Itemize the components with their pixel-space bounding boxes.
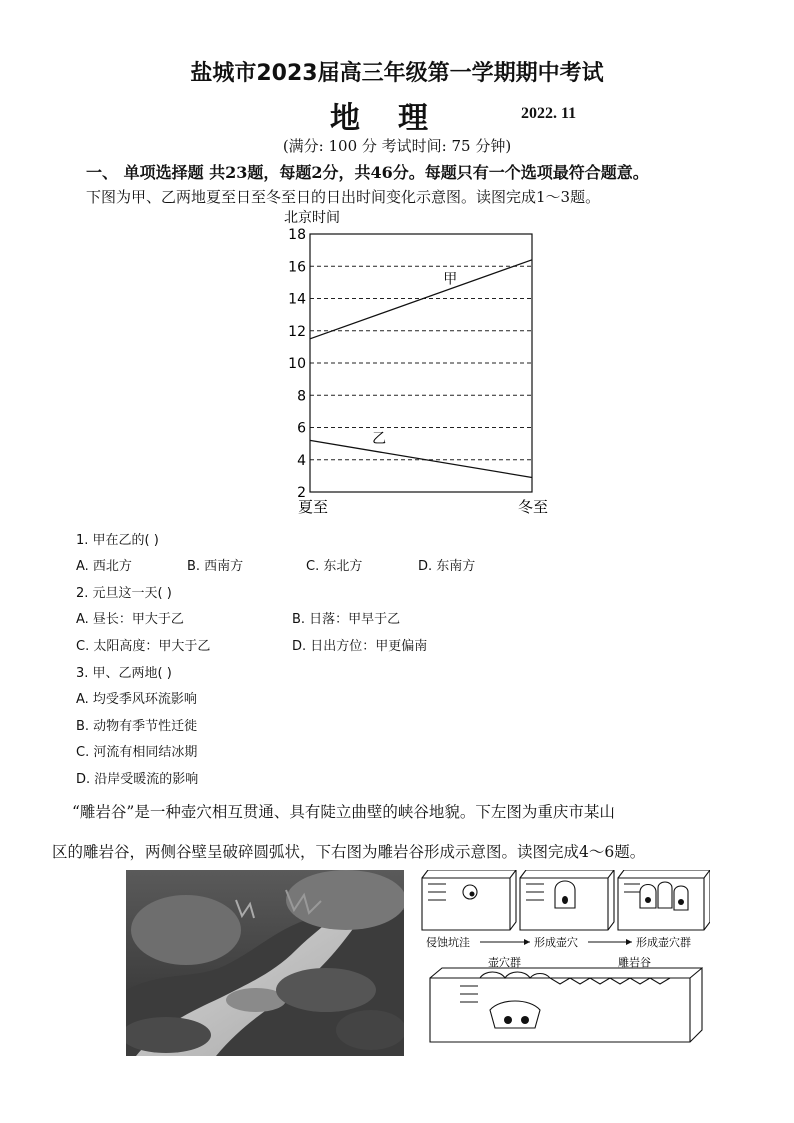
- sunrise-chart: [270, 206, 570, 530]
- pothole-group-label: 壶穴群: [488, 956, 521, 969]
- q1-option-d: D. 东南方: [418, 559, 476, 574]
- carved-valley-label: 雕岩谷: [618, 956, 651, 969]
- chart-ytick-label: 2: [297, 485, 306, 501]
- q1-stem: 1. 甲在乙的( ): [76, 533, 159, 548]
- series-label-1: 乙: [372, 430, 387, 447]
- step-pothole-group-label: 形成壶穴群: [636, 936, 691, 949]
- chart-ytick-label: 18: [288, 227, 306, 243]
- q1-option-c: C. 东北方: [306, 559, 363, 574]
- chart-xtick-label: 冬至: [518, 498, 549, 516]
- chart-ylabel: 北京时间: [284, 210, 340, 226]
- chart-ytick-label: 12: [288, 323, 306, 340]
- section-heading: 一、 单项选择题 共23题，每题2分，共46分。每题只有一个选项最符合题意。: [86, 163, 649, 182]
- q3-option-c: C. 河流有相同结冰期: [76, 745, 198, 760]
- exam-meta: (满分: 100 分 考试时间: 75 分钟): [282, 137, 512, 155]
- formation-diagram: [420, 870, 710, 1056]
- series-line-1: [310, 440, 532, 477]
- chart-frame: [310, 234, 532, 492]
- passage-line-2: 区的雕岩谷，两侧谷壁呈破碎圆弧状，下右图为雕岩谷形成示意图。读图完成4～6题。: [52, 843, 646, 861]
- chart-ytick-label: 14: [288, 291, 306, 308]
- q1-option-a: A. 西北方: [76, 559, 132, 574]
- step-pothole-label: 形成壶穴: [534, 936, 578, 949]
- exam-date: 2022. 11: [521, 105, 577, 122]
- q2-option-a: A. 昼长：甲大于乙: [76, 612, 184, 627]
- series-label-0: 甲: [443, 271, 458, 288]
- q3-option-a: A. 均受季风环流影响: [76, 692, 197, 707]
- chart-ytick-label: 6: [297, 420, 306, 437]
- question-intro: 下图为甲、乙两地夏至日至冬至日的日出时间变化示意图。读图完成1～3题。: [86, 188, 601, 206]
- passage-line-1: “雕岩谷”是一种壶穴相互贯通、具有陡立曲壁的峡谷地貌。下左图为重庆市某山: [72, 803, 615, 821]
- exam-title: 盐城市2023届高三年级第一学期期中考试: [190, 61, 604, 86]
- q1-option-b: B. 西南方: [187, 559, 244, 574]
- subject-title: 地理: [330, 101, 466, 136]
- q2-option-b: B. 日落：甲早于乙: [292, 612, 401, 627]
- chart-ytick-label: 8: [297, 388, 306, 405]
- sunrise-chart-svg: [270, 206, 570, 526]
- valley-photo: [126, 870, 404, 1056]
- chart-ytick-label: 4: [297, 452, 306, 469]
- q3-option-b: B. 动物有季节性迁徙: [76, 719, 198, 734]
- q2-option-c: C. 太阳高度：甲大于乙: [76, 639, 211, 654]
- chart-xtick-label: 夏至: [298, 498, 329, 516]
- q2-stem: 2. 元旦这一天( ): [76, 586, 172, 601]
- q3-option-d: D. 沿岸受暖流的影响: [76, 772, 199, 787]
- q2-option-d: D. 日出方位：甲更偏南: [292, 639, 428, 654]
- chart-ytick-label: 10: [288, 356, 306, 372]
- chart-ytick-label: 16: [288, 259, 306, 276]
- q3-stem: 3. 甲、乙两地( ): [76, 666, 172, 681]
- step-erosion-label: 侵蚀坑洼: [426, 936, 470, 949]
- series-line-0: [310, 260, 532, 339]
